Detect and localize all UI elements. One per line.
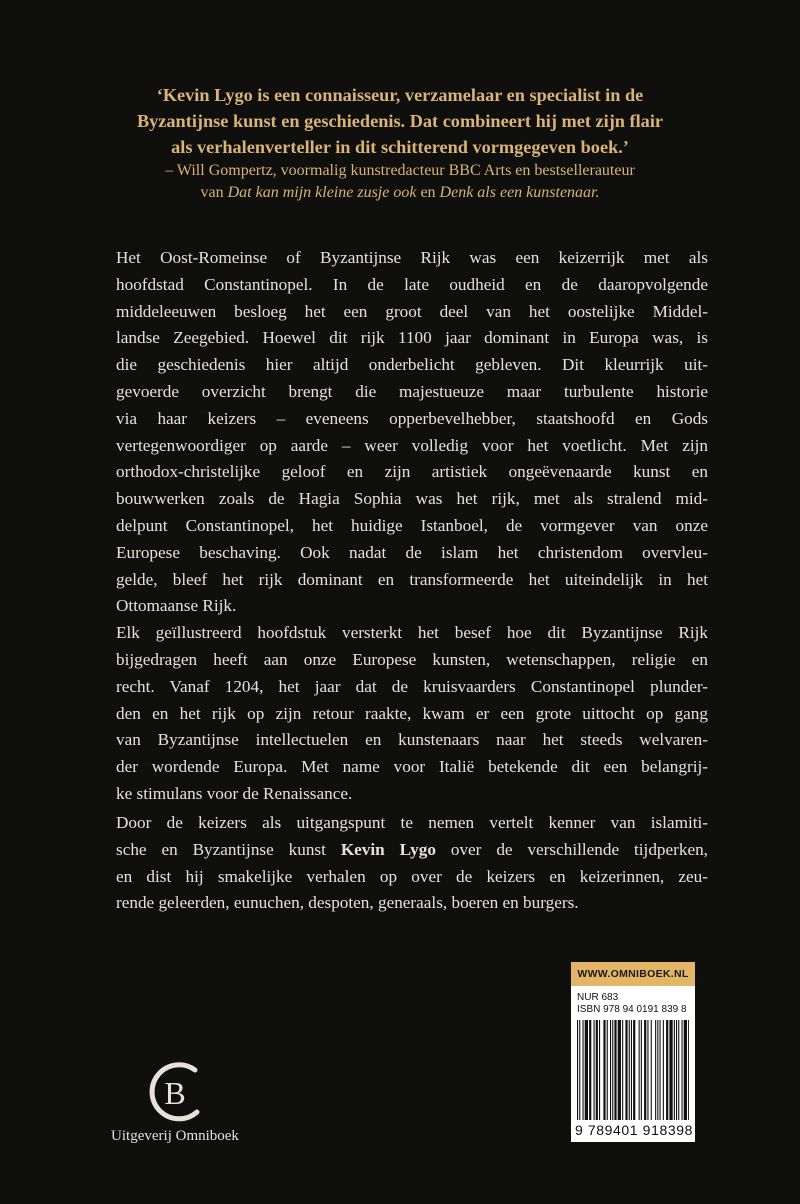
p1-line: delpunt Constantinopel, het huidige Istanboel, de vormgever van onze bbox=[116, 515, 708, 535]
barcode-bar bbox=[676, 1020, 677, 1120]
p1-line: middeleeuwen besloeg het een groot deel van het oostelijke Middel- bbox=[116, 301, 708, 321]
barcode-label bbox=[571, 986, 695, 1142]
barcode-bar bbox=[607, 1020, 608, 1120]
p3-line2-post: over de verschillende tijdperken, bbox=[435, 839, 708, 859]
barcode-bar bbox=[589, 1020, 591, 1120]
barcode-bars-icon bbox=[577, 1020, 689, 1120]
barcode-bar bbox=[603, 1020, 605, 1120]
quote-line-1: ‘Kevin Lygo is een connaisseur, verzamelaar en specialist in de bbox=[156, 85, 644, 105]
barcode-bar bbox=[647, 1020, 648, 1120]
p1-line: die geschiedenis hier altijd onderbelicht gebleven. Dit kleurrijk uit- bbox=[116, 355, 708, 375]
isbn-number: ISBN 978 94 0191 839 8 bbox=[577, 1004, 687, 1015]
book-title-2: Denk als een kunstenaar. bbox=[439, 184, 600, 201]
barcode-bar bbox=[684, 1020, 687, 1120]
barcode-bar bbox=[629, 1020, 630, 1120]
barcode-bar bbox=[663, 1020, 664, 1120]
barcode-bar bbox=[585, 1020, 588, 1120]
quote-line-2: Byzantijnse kunst en geschiedenis. Dat combineert hij met zijn flair bbox=[136, 111, 664, 131]
p1-line: Europese beschaving. Ook nadat de islam het christendom overvleu- bbox=[116, 542, 708, 562]
quote-line-3: als verhalenverteller in dit schitterend vormgegeven boek.’ bbox=[171, 137, 629, 157]
attribution-conj: en bbox=[416, 184, 440, 201]
barcode-bar bbox=[596, 1020, 598, 1120]
barcode-bar bbox=[641, 1020, 642, 1120]
p1-line: hoofdstad Constantinopel. In de late oudheid en de daaropvolgende bbox=[116, 274, 708, 294]
barcode-bar bbox=[614, 1020, 616, 1120]
barcode-bar bbox=[657, 1020, 658, 1120]
p1-line: Het Oost-Romeinse of Byzantijnse Rijk was een keizerrijk met als bbox=[116, 248, 708, 267]
book-title-1: Dat kan mijn kleine zusje ook bbox=[227, 184, 417, 201]
barcode-digits: 9 789401 918398 bbox=[575, 1122, 693, 1138]
barcode-bar bbox=[583, 1020, 584, 1120]
p1-line: via haar keizers – eveneens opperbevelhebber, staatshoofd en Gods bbox=[116, 408, 708, 428]
barcode-bar bbox=[622, 1020, 623, 1120]
publisher-name: Uitgeverij Omniboek bbox=[111, 1128, 239, 1144]
p1-line: orthodox-christelijke geloof en zijn artistiek ongeëvenaarde kunst en bbox=[116, 462, 708, 482]
p2-line: bijgedragen heeft aan onze Europese kunsten, wetenschappen, religie en bbox=[116, 649, 708, 669]
description-paragraph-1 bbox=[116, 245, 708, 808]
p1-line: vertegenwoordiger op aarde – weer volledig voor het voetlicht. Met zijn bbox=[116, 435, 708, 455]
barcode-bar bbox=[631, 1020, 632, 1120]
attribution-line-1: – Will Gompertz, voormalig kunstredacteur BBC Arts en bestsellerauteur bbox=[165, 162, 635, 179]
barcode-bar bbox=[682, 1020, 683, 1120]
p2-line: der wordende Europa. Met name voor Italië betekende dit een belangrij- bbox=[116, 757, 708, 777]
p1-line: bouwwerken zoals de Hagia Sophia was het rijk, met als stralend mid- bbox=[116, 489, 708, 509]
p1-line: Ottomaanse Rijk. bbox=[116, 596, 237, 616]
p2-line: recht. Vanaf 1204, het jaar dat de kruisvaarders Constantinopel plunder- bbox=[116, 676, 708, 696]
quote-text bbox=[80, 82, 720, 160]
barcode-bar bbox=[644, 1020, 646, 1120]
barcode-bar bbox=[579, 1020, 580, 1120]
p3-line: en dist hij smakelijke verhalen op over de keizers en keizerinnen, zeu- bbox=[116, 866, 708, 886]
p1-line: gevoerde overzicht brengt die majestueuze maar turbulente historie bbox=[116, 381, 708, 401]
barcode-bar bbox=[666, 1020, 668, 1120]
p3-line bbox=[116, 837, 708, 864]
description-paragraph-3 bbox=[116, 810, 708, 917]
barcode-bar bbox=[625, 1020, 627, 1120]
barcode-bar bbox=[639, 1020, 640, 1120]
barcode-bar bbox=[688, 1020, 689, 1120]
omniboek-c-b-logo-icon bbox=[141, 1058, 209, 1126]
author-name: Kevin Lygo bbox=[340, 839, 436, 859]
barcode-bar bbox=[618, 1020, 621, 1120]
svg-text:B: B bbox=[164, 1075, 186, 1111]
barcode-bar bbox=[594, 1020, 595, 1120]
barcode-bar bbox=[612, 1020, 613, 1120]
nur-code: NUR 683 bbox=[577, 992, 619, 1003]
barcode-bar bbox=[660, 1020, 661, 1120]
p2-line: Elk geïllustreerd hoofdstuk versterkt het besef hoe dit Byzantijnse Rijk bbox=[116, 623, 708, 643]
p3-line2-pre: sche en Byzantijnse kunst bbox=[116, 839, 341, 859]
p2-line: ke stimulans voor de Renaissance. bbox=[116, 783, 353, 803]
p3-line: Door de keizers als uitgangspunt te nemen vertelt kenner van islamiti- bbox=[116, 813, 708, 832]
barcode-bar bbox=[599, 1020, 600, 1120]
p3-line: rende geleerden, eunuchen, despoten, generaals, boeren en burgers. bbox=[116, 893, 579, 913]
p2-line: van Byzantijnse intellectuelen en kunstenaars naar het steeds welvaren- bbox=[116, 730, 708, 750]
barcode-block bbox=[571, 962, 695, 1142]
barcode-bar bbox=[577, 1020, 578, 1120]
p2-line: den en het rijk op zijn retour raakte, kwam er een grote uittocht op gang bbox=[116, 703, 708, 723]
barcode-bar bbox=[655, 1020, 656, 1120]
website-url: WWW.OMNIBOEK.NL bbox=[571, 962, 695, 986]
quote-attribution bbox=[80, 160, 720, 204]
barcode-bar bbox=[678, 1020, 679, 1120]
barcode-bar bbox=[610, 1020, 611, 1120]
barcode-bar bbox=[651, 1020, 652, 1120]
attribution-prefix: van bbox=[200, 184, 228, 201]
p1-line: landse Zeegebied. Hoewel dit rijk 1100 jaar dominant in Europa was, is bbox=[116, 328, 708, 348]
barcode-bar bbox=[674, 1020, 675, 1120]
barcode-bar bbox=[633, 1020, 635, 1120]
barcode-bar bbox=[669, 1020, 672, 1120]
endorsement-quote bbox=[80, 82, 720, 204]
p1-line: gelde, bleef het rijk dominant en transformeerde het uiteindelijk in het bbox=[116, 569, 708, 589]
